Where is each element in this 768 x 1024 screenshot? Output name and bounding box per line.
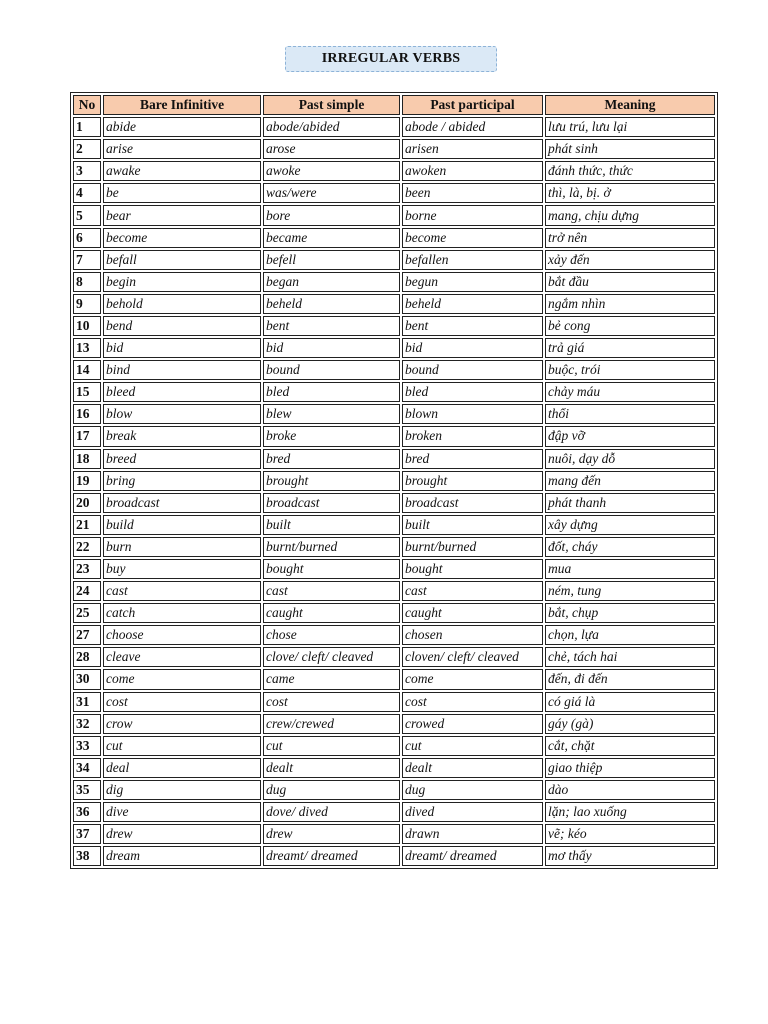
cell-meaning: dào (545, 780, 715, 800)
cell-past-participle: beheld (402, 294, 543, 314)
cell-past-participle: cost (402, 692, 543, 712)
cell-past-simple: bought (263, 559, 400, 579)
cell-past-simple: bled (263, 382, 400, 402)
cell-past-participle: awoken (402, 161, 543, 181)
cell-meaning: đốt, cháy (545, 537, 715, 557)
table-row (73, 625, 715, 645)
header-no: No (73, 95, 101, 115)
cell-bare-infinitive: build (103, 515, 261, 535)
cell-meaning: thổi (545, 404, 715, 424)
cell-bare-infinitive: dive (103, 802, 261, 822)
cell-bare-infinitive: bring (103, 471, 261, 491)
cell-no: 31 (73, 692, 101, 712)
cell-meaning: bắt, chụp (545, 603, 715, 623)
table-row (73, 250, 715, 270)
cell-past-participle: chosen (402, 625, 543, 645)
cell-bare-infinitive: cast (103, 581, 261, 601)
cell-no: 1 (73, 117, 101, 137)
cell-past-simple: drew (263, 824, 400, 844)
cell-past-simple: caught (263, 603, 400, 623)
irregular-verbs-table (70, 92, 718, 869)
cell-no: 28 (73, 647, 101, 667)
cell-meaning: xây dựng (545, 515, 715, 535)
cell-bare-infinitive: breed (103, 449, 261, 469)
cell-bare-infinitive: catch (103, 603, 261, 623)
cell-past-simple: came (263, 669, 400, 689)
cell-meaning: xảy đến (545, 250, 715, 270)
cell-meaning: mang đến (545, 471, 715, 491)
cell-meaning: phát sinh (545, 139, 715, 159)
cell-past-simple: cost (263, 692, 400, 712)
cell-bare-infinitive: arise (103, 139, 261, 159)
cell-meaning: mơ thấy (545, 846, 715, 866)
cell-past-simple: bound (263, 360, 400, 380)
cell-bare-infinitive: begin (103, 272, 261, 292)
table-row (73, 183, 715, 203)
cell-no: 35 (73, 780, 101, 800)
cell-past-simple: built (263, 515, 400, 535)
cell-meaning: lưu trú, lưu lại (545, 117, 715, 137)
cell-bare-infinitive: bind (103, 360, 261, 380)
cell-bare-infinitive: bear (103, 205, 261, 225)
cell-past-simple: became (263, 228, 400, 248)
cell-past-simple: cut (263, 736, 400, 756)
table-row (73, 404, 715, 424)
table-row (73, 780, 715, 800)
cell-past-simple: was/were (263, 183, 400, 203)
cell-meaning: thì, là, bị. ở (545, 183, 715, 203)
cell-bare-infinitive: buy (103, 559, 261, 579)
cell-bare-infinitive: crow (103, 714, 261, 734)
cell-past-participle: bred (402, 449, 543, 469)
cell-no: 15 (73, 382, 101, 402)
table-row (73, 382, 715, 402)
cell-past-simple: dreamt/ dreamed (263, 846, 400, 866)
header-bare-infinitive: Bare Infinitive (103, 95, 261, 115)
cell-no: 20 (73, 493, 101, 513)
cell-meaning: mua (545, 559, 715, 579)
cell-past-participle: dealt (402, 758, 543, 778)
cell-no: 33 (73, 736, 101, 756)
cell-past-simple: dove/ dived (263, 802, 400, 822)
cell-past-simple: bred (263, 449, 400, 469)
cell-no: 27 (73, 625, 101, 645)
table-row (73, 669, 715, 689)
cell-no: 23 (73, 559, 101, 579)
table-row (73, 294, 715, 314)
cell-no: 21 (73, 515, 101, 535)
cell-past-participle: befallen (402, 250, 543, 270)
table-row (73, 338, 715, 358)
cell-bare-infinitive: bid (103, 338, 261, 358)
header-past-simple: Past simple (263, 95, 400, 115)
cell-past-simple: brought (263, 471, 400, 491)
cell-no: 19 (73, 471, 101, 491)
header-past-participle: Past participal (402, 95, 543, 115)
cell-no: 17 (73, 426, 101, 446)
cell-no: 2 (73, 139, 101, 159)
cell-bare-infinitive: burn (103, 537, 261, 557)
cell-past-simple: awoke (263, 161, 400, 181)
cell-meaning: mang, chịu dựng (545, 205, 715, 225)
cell-past-simple: bore (263, 205, 400, 225)
table-row (73, 139, 715, 159)
cell-past-participle: bent (402, 316, 543, 336)
cell-meaning: chẻ, tách hai (545, 647, 715, 667)
cell-no: 34 (73, 758, 101, 778)
cell-bare-infinitive: cut (103, 736, 261, 756)
cell-bare-infinitive: drew (103, 824, 261, 844)
cell-no: 4 (73, 183, 101, 203)
cell-bare-infinitive: bleed (103, 382, 261, 402)
cell-past-participle: arisen (402, 139, 543, 159)
table-row (73, 316, 715, 336)
cell-bare-infinitive: choose (103, 625, 261, 645)
cell-no: 18 (73, 449, 101, 469)
table-row (73, 736, 715, 756)
table-row (73, 117, 715, 137)
cell-meaning: có giá là (545, 692, 715, 712)
cell-meaning: trở nên (545, 228, 715, 248)
cell-past-simple: burnt/burned (263, 537, 400, 557)
cell-no: 3 (73, 161, 101, 181)
cell-bare-infinitive: bend (103, 316, 261, 336)
cell-meaning: đập vỡ (545, 426, 715, 446)
table-row (73, 559, 715, 579)
cell-bare-infinitive: abide (103, 117, 261, 137)
cell-bare-infinitive: cost (103, 692, 261, 712)
cell-meaning: lặn; lao xuống (545, 802, 715, 822)
header-meaning: Meaning (545, 95, 715, 115)
table-row (73, 449, 715, 469)
table-row (73, 647, 715, 667)
cell-past-participle: caught (402, 603, 543, 623)
cell-past-simple: befell (263, 250, 400, 270)
cell-past-participle: come (402, 669, 543, 689)
cell-meaning: bẻ cong (545, 316, 715, 336)
cell-bare-infinitive: broadcast (103, 493, 261, 513)
cell-bare-infinitive: awake (103, 161, 261, 181)
cell-no: 6 (73, 228, 101, 248)
cell-past-simple: crew/crewed (263, 714, 400, 734)
cell-no: 24 (73, 581, 101, 601)
cell-meaning: nuôi, dạy dỗ (545, 449, 715, 469)
cell-past-participle: cut (402, 736, 543, 756)
cell-no: 32 (73, 714, 101, 734)
cell-no: 9 (73, 294, 101, 314)
cell-past-participle: bound (402, 360, 543, 380)
cell-no: 5 (73, 205, 101, 225)
cell-past-participle: cloven/ cleft/ cleaved (402, 647, 543, 667)
table-row (73, 493, 715, 513)
cell-bare-infinitive: become (103, 228, 261, 248)
cell-bare-infinitive: befall (103, 250, 261, 270)
cell-past-participle: begun (402, 272, 543, 292)
cell-meaning: ném, tung (545, 581, 715, 601)
cell-bare-infinitive: dig (103, 780, 261, 800)
cell-past-simple: beheld (263, 294, 400, 314)
table-header-row (73, 95, 715, 115)
table-row (73, 824, 715, 844)
table-row (73, 360, 715, 380)
cell-past-participle: broadcast (402, 493, 543, 513)
cell-past-participle: built (402, 515, 543, 535)
cell-past-participle: dived (402, 802, 543, 822)
cell-bare-infinitive: break (103, 426, 261, 446)
cell-past-participle: burnt/burned (402, 537, 543, 557)
table-row (73, 758, 715, 778)
cell-meaning: đánh thức, thức (545, 161, 715, 181)
table-row (73, 846, 715, 866)
cell-meaning: bắt đầu (545, 272, 715, 292)
cell-meaning: buộc, trói (545, 360, 715, 380)
cell-past-participle: become (402, 228, 543, 248)
cell-past-participle: borne (402, 205, 543, 225)
table-row (73, 603, 715, 623)
table-row (73, 714, 715, 734)
cell-bare-infinitive: cleave (103, 647, 261, 667)
table-row (73, 205, 715, 225)
cell-no: 16 (73, 404, 101, 424)
table-body (73, 117, 715, 866)
cell-no: 30 (73, 669, 101, 689)
table-row (73, 515, 715, 535)
cell-past-simple: chose (263, 625, 400, 645)
cell-past-participle: drawn (402, 824, 543, 844)
cell-bare-infinitive: come (103, 669, 261, 689)
cell-past-simple: abode/abided (263, 117, 400, 137)
cell-meaning: chọn, lựa (545, 625, 715, 645)
cell-past-participle: bid (402, 338, 543, 358)
cell-past-simple: arose (263, 139, 400, 159)
cell-past-simple: broke (263, 426, 400, 446)
cell-no: 37 (73, 824, 101, 844)
table-row (73, 426, 715, 446)
table-row (73, 537, 715, 557)
cell-meaning: cắt, chặt (545, 736, 715, 756)
table-row (73, 471, 715, 491)
cell-past-participle: crowed (402, 714, 543, 734)
cell-no: 22 (73, 537, 101, 557)
cell-meaning: gáy (gà) (545, 714, 715, 734)
cell-no: 8 (73, 272, 101, 292)
cell-past-simple: blew (263, 404, 400, 424)
cell-past-simple: bid (263, 338, 400, 358)
cell-meaning: vẽ; kéo (545, 824, 715, 844)
cell-no: 10 (73, 316, 101, 336)
cell-no: 25 (73, 603, 101, 623)
cell-no: 14 (73, 360, 101, 380)
cell-bare-infinitive: deal (103, 758, 261, 778)
cell-past-simple: clove/ cleft/ cleaved (263, 647, 400, 667)
cell-meaning: ngắm nhìn (545, 294, 715, 314)
cell-past-participle: abode / abided (402, 117, 543, 137)
table-row (73, 581, 715, 601)
cell-past-simple: broadcast (263, 493, 400, 513)
cell-past-simple: dug (263, 780, 400, 800)
cell-past-simple: began (263, 272, 400, 292)
cell-no: 38 (73, 846, 101, 866)
cell-past-participle: been (402, 183, 543, 203)
cell-past-participle: bought (402, 559, 543, 579)
cell-past-participle: bled (402, 382, 543, 402)
cell-past-participle: dug (402, 780, 543, 800)
cell-bare-infinitive: behold (103, 294, 261, 314)
cell-bare-infinitive: blow (103, 404, 261, 424)
cell-past-participle: dreamt/ dreamed (402, 846, 543, 866)
cell-bare-infinitive: be (103, 183, 261, 203)
cell-meaning: phát thanh (545, 493, 715, 513)
table-row (73, 272, 715, 292)
cell-past-participle: brought (402, 471, 543, 491)
cell-meaning: chảy máu (545, 382, 715, 402)
cell-meaning: giao thiệp (545, 758, 715, 778)
table-row (73, 692, 715, 712)
cell-bare-infinitive: dream (103, 846, 261, 866)
cell-no: 36 (73, 802, 101, 822)
table-row (73, 161, 715, 181)
cell-past-simple: dealt (263, 758, 400, 778)
cell-past-simple: cast (263, 581, 400, 601)
cell-no: 13 (73, 338, 101, 358)
cell-meaning: trả giá (545, 338, 715, 358)
page-title: IRREGULAR VERBS (285, 46, 497, 72)
cell-no: 7 (73, 250, 101, 270)
table-row (73, 802, 715, 822)
cell-past-participle: blown (402, 404, 543, 424)
table-row (73, 228, 715, 248)
cell-past-participle: cast (402, 581, 543, 601)
cell-past-simple: bent (263, 316, 400, 336)
cell-past-participle: broken (402, 426, 543, 446)
cell-meaning: đến, đi đến (545, 669, 715, 689)
